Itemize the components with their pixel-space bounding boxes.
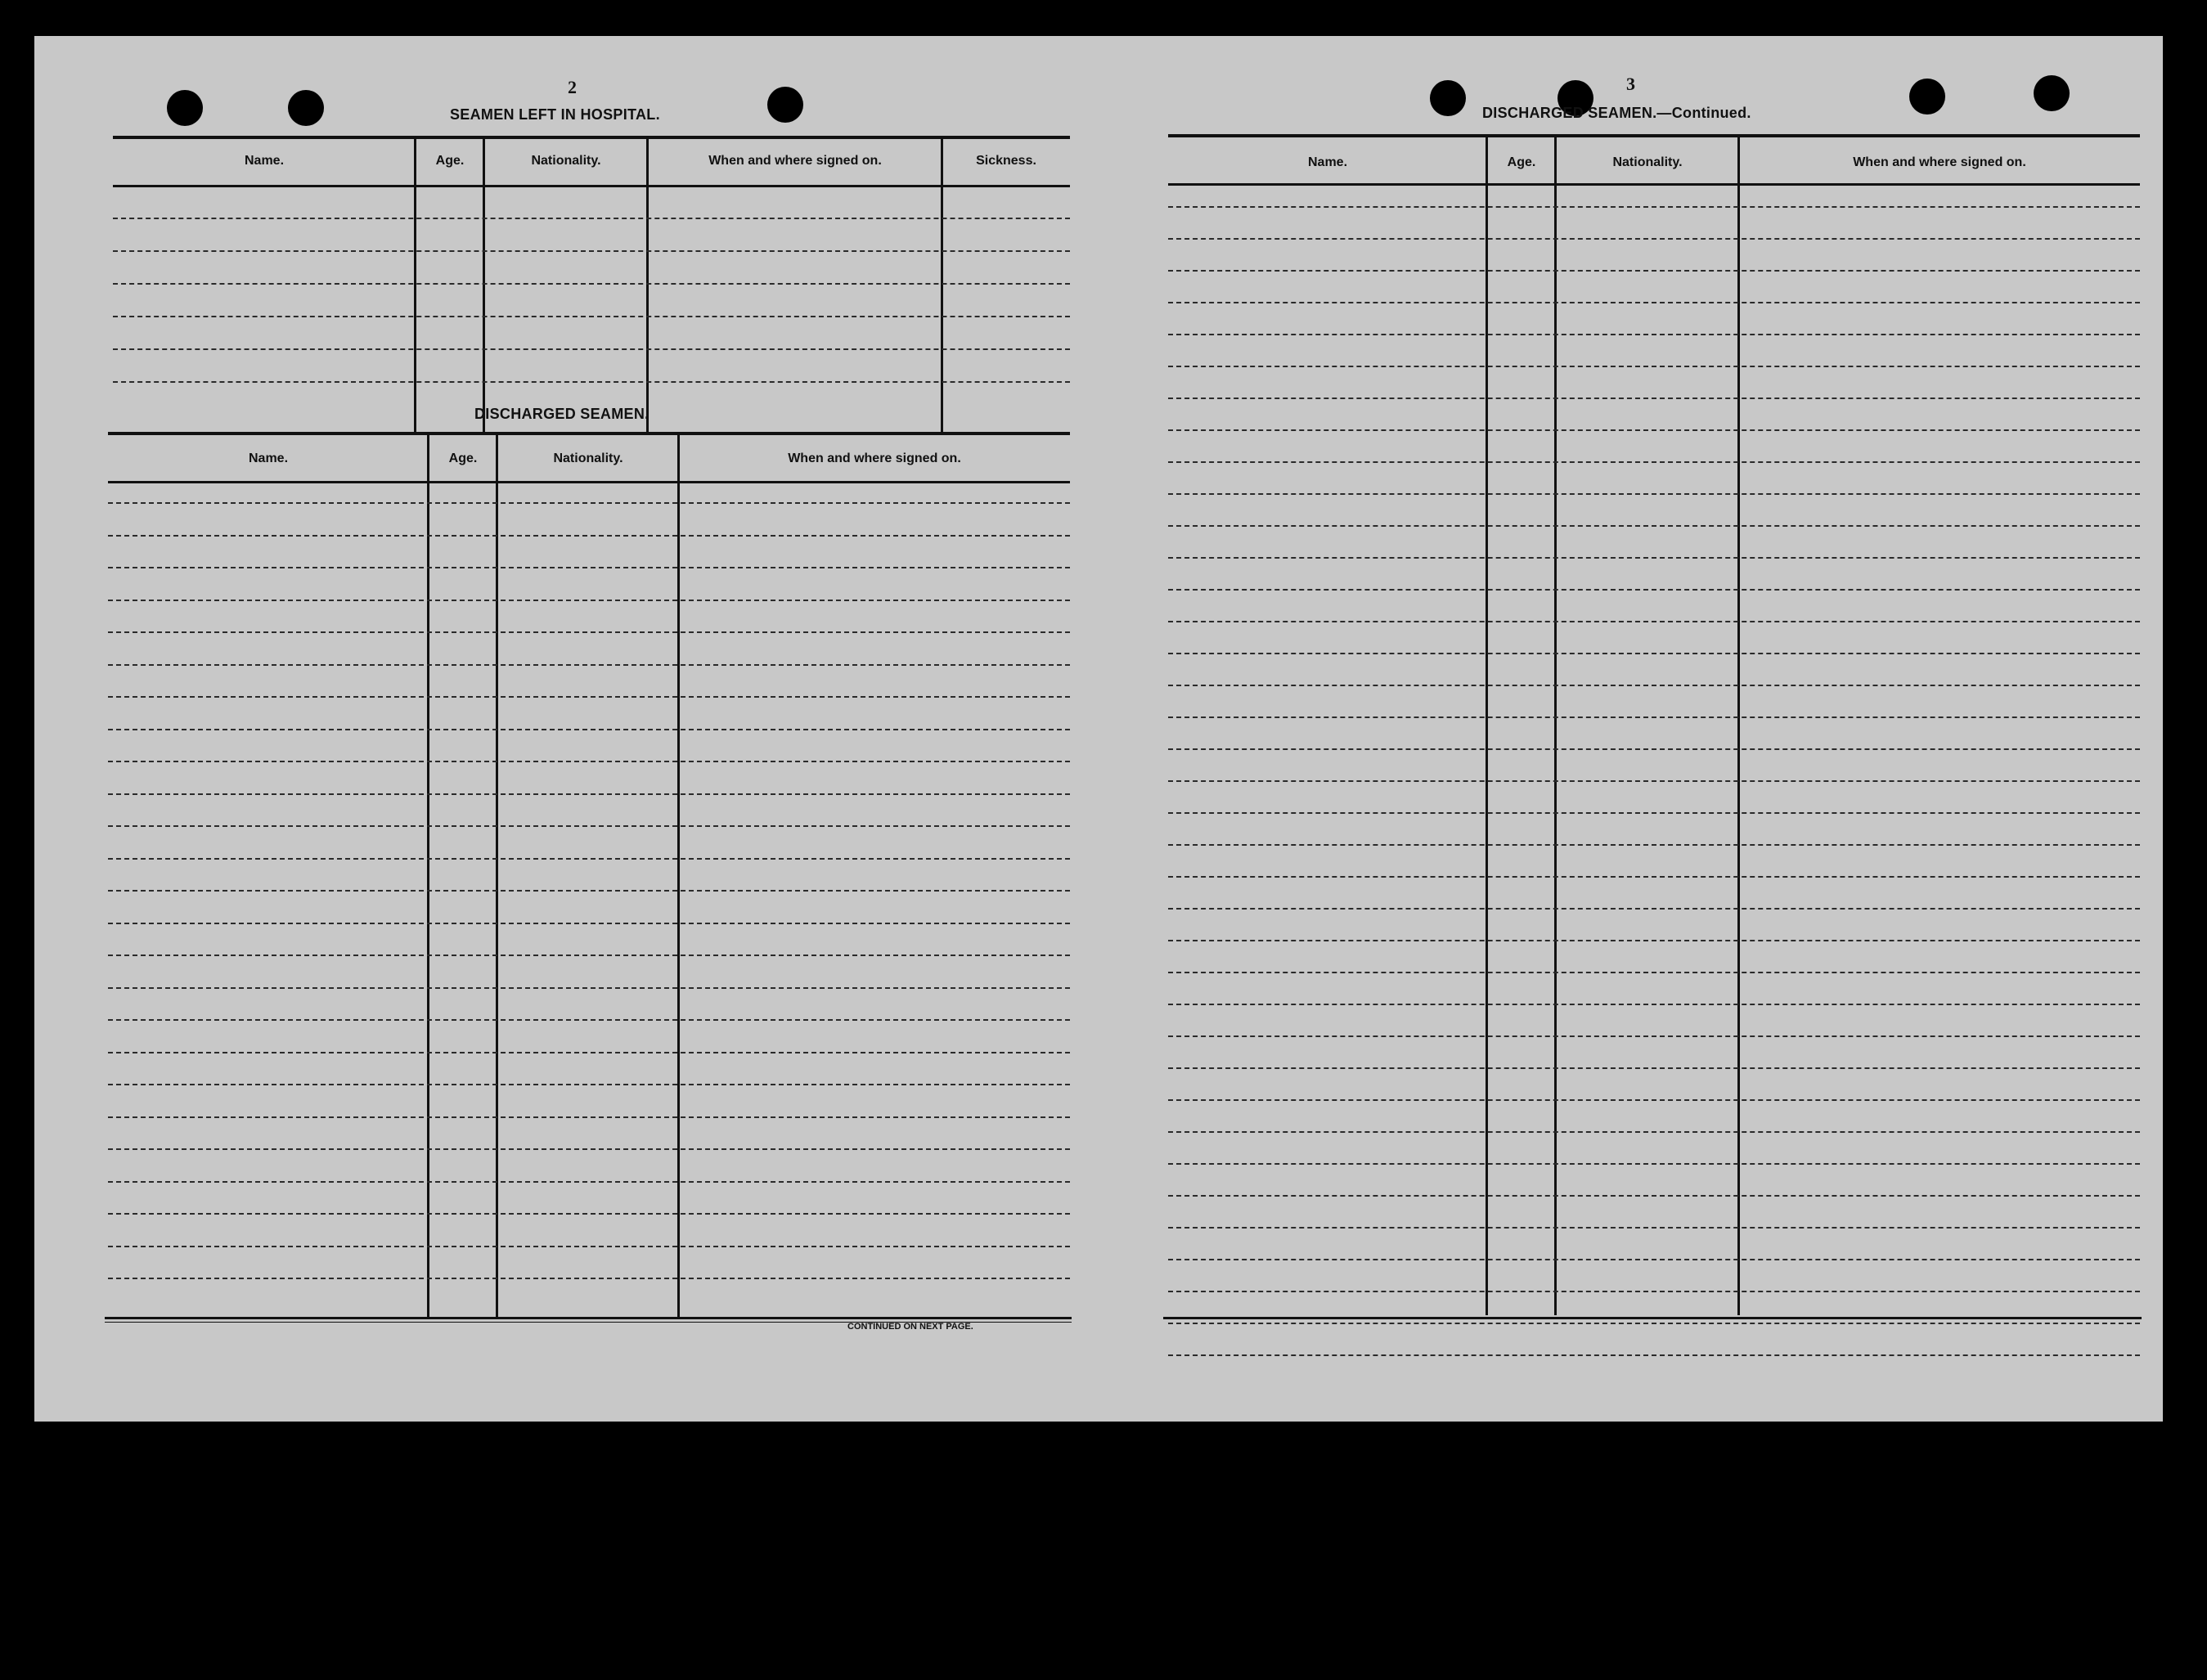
table-row (1168, 748, 2140, 750)
table-row (1168, 1291, 2140, 1292)
table-row (1168, 493, 2140, 495)
column-header-name: Name. (1307, 155, 1348, 169)
table-row (1168, 653, 2140, 654)
table-row (1168, 876, 2140, 878)
table-row (108, 535, 1070, 537)
table-row (108, 631, 1070, 633)
column-header-when-where: When and where signed on. (708, 154, 882, 168)
punch-hole (1909, 79, 1945, 115)
discharged-table (108, 432, 1070, 1318)
table-row (108, 1019, 1070, 1021)
column-divider (483, 139, 485, 432)
table-row (1168, 1259, 2140, 1260)
table-row (1168, 1163, 2140, 1165)
table-row (1168, 621, 2140, 622)
table-row (1168, 716, 2140, 718)
table-row (108, 502, 1070, 504)
column-divider (646, 139, 649, 432)
table-row (108, 793, 1070, 795)
column-header-age: Age. (448, 451, 478, 465)
punch-hole (167, 90, 203, 126)
table-end-rule (105, 1317, 1072, 1319)
table-row (108, 1278, 1070, 1279)
table-row (1168, 398, 2140, 399)
table-row (1168, 1131, 2140, 1133)
table-row (1168, 940, 2140, 941)
table-row (108, 825, 1070, 827)
column-header-name: Name. (248, 451, 289, 465)
table-row (1168, 589, 2140, 591)
column-divider (1737, 137, 1740, 1315)
table-row (1168, 1035, 2140, 1037)
column-header-age: Age. (1507, 155, 1536, 169)
discharged-section-title: DISCHARGED SEAMEN. (474, 406, 650, 422)
column-header-when-where: When and where signed on. (1853, 155, 2026, 169)
table-row (1168, 844, 2140, 846)
punch-hole (288, 90, 324, 126)
hospital-section-title: SEAMEN LEFT IN HOSPITAL. (450, 106, 660, 123)
column-divider (941, 139, 943, 432)
table-row (108, 729, 1070, 730)
discharged-continued-title: DISCHARGED SEAMEN.—Continued. (1482, 105, 1751, 121)
table-row (1168, 1004, 2140, 1005)
table-row (108, 923, 1070, 924)
table-row (1168, 1354, 2140, 1356)
page-number-left: 2 (568, 77, 577, 97)
table-row (1168, 1323, 2140, 1324)
table-row (1168, 1067, 2140, 1069)
table-row (1168, 972, 2140, 973)
table-row (108, 664, 1070, 666)
table-row (1168, 1099, 2140, 1101)
table-row (1168, 557, 2140, 559)
table-row (108, 858, 1070, 860)
column-header-nationality: Nationality. (553, 451, 623, 465)
table-row (108, 1213, 1070, 1215)
punch-hole (1430, 80, 1466, 116)
column-header-age: Age. (435, 154, 465, 168)
table-row (1168, 461, 2140, 463)
continued-note: CONTINUED ON NEXT PAGE. (847, 1322, 973, 1332)
table-row (113, 250, 1070, 252)
table-row (113, 348, 1070, 350)
table-row (108, 567, 1070, 568)
table-row (1168, 525, 2140, 527)
column-divider (1554, 137, 1557, 1315)
hospital-table (113, 136, 1070, 432)
table-row (1168, 334, 2140, 335)
discharged-continued-header (1168, 137, 2140, 186)
form-sheet (34, 36, 2163, 1422)
column-header-when-where: When and where signed on. (788, 451, 961, 465)
column-header-sickness: Sickness. (976, 154, 1036, 168)
page-number-right: 3 (1626, 74, 1635, 94)
column-header-name: Name. (244, 154, 285, 168)
punch-hole (767, 87, 803, 123)
table-row (113, 218, 1070, 219)
table-row (108, 1116, 1070, 1118)
discharged-table-header (108, 435, 1070, 483)
table-row (108, 1181, 1070, 1183)
table-row (1168, 685, 2140, 686)
table-row (108, 890, 1070, 892)
table-row (1168, 206, 2140, 208)
discharged-continued-table (1168, 134, 2140, 1315)
table-row (108, 1246, 1070, 1247)
table-row (1168, 812, 2140, 814)
table-row (1168, 429, 2140, 431)
column-divider (414, 139, 416, 432)
table-row (1168, 366, 2140, 367)
table-row (1168, 908, 2140, 910)
table-row (1168, 238, 2140, 240)
table-row (108, 761, 1070, 762)
table-row (108, 987, 1070, 989)
table-row (108, 955, 1070, 956)
table-row (1168, 1195, 2140, 1197)
table-row (113, 283, 1070, 285)
column-header-nationality: Nationality. (1612, 155, 1683, 169)
table-row (108, 1084, 1070, 1085)
table-row (113, 316, 1070, 317)
column-divider (1486, 137, 1488, 1315)
table-row (108, 1148, 1070, 1150)
table-row (108, 1052, 1070, 1053)
table-row (1168, 270, 2140, 272)
table-end-rule (1163, 1317, 2142, 1319)
hospital-table-header (113, 139, 1070, 187)
table-row (1168, 1227, 2140, 1229)
column-header-nationality: Nationality. (531, 154, 601, 168)
punch-hole (2034, 75, 2070, 111)
table-row (1168, 302, 2140, 303)
table-row (108, 600, 1070, 601)
table-row (1168, 780, 2140, 782)
table-row (108, 696, 1070, 698)
table-row (113, 381, 1070, 383)
